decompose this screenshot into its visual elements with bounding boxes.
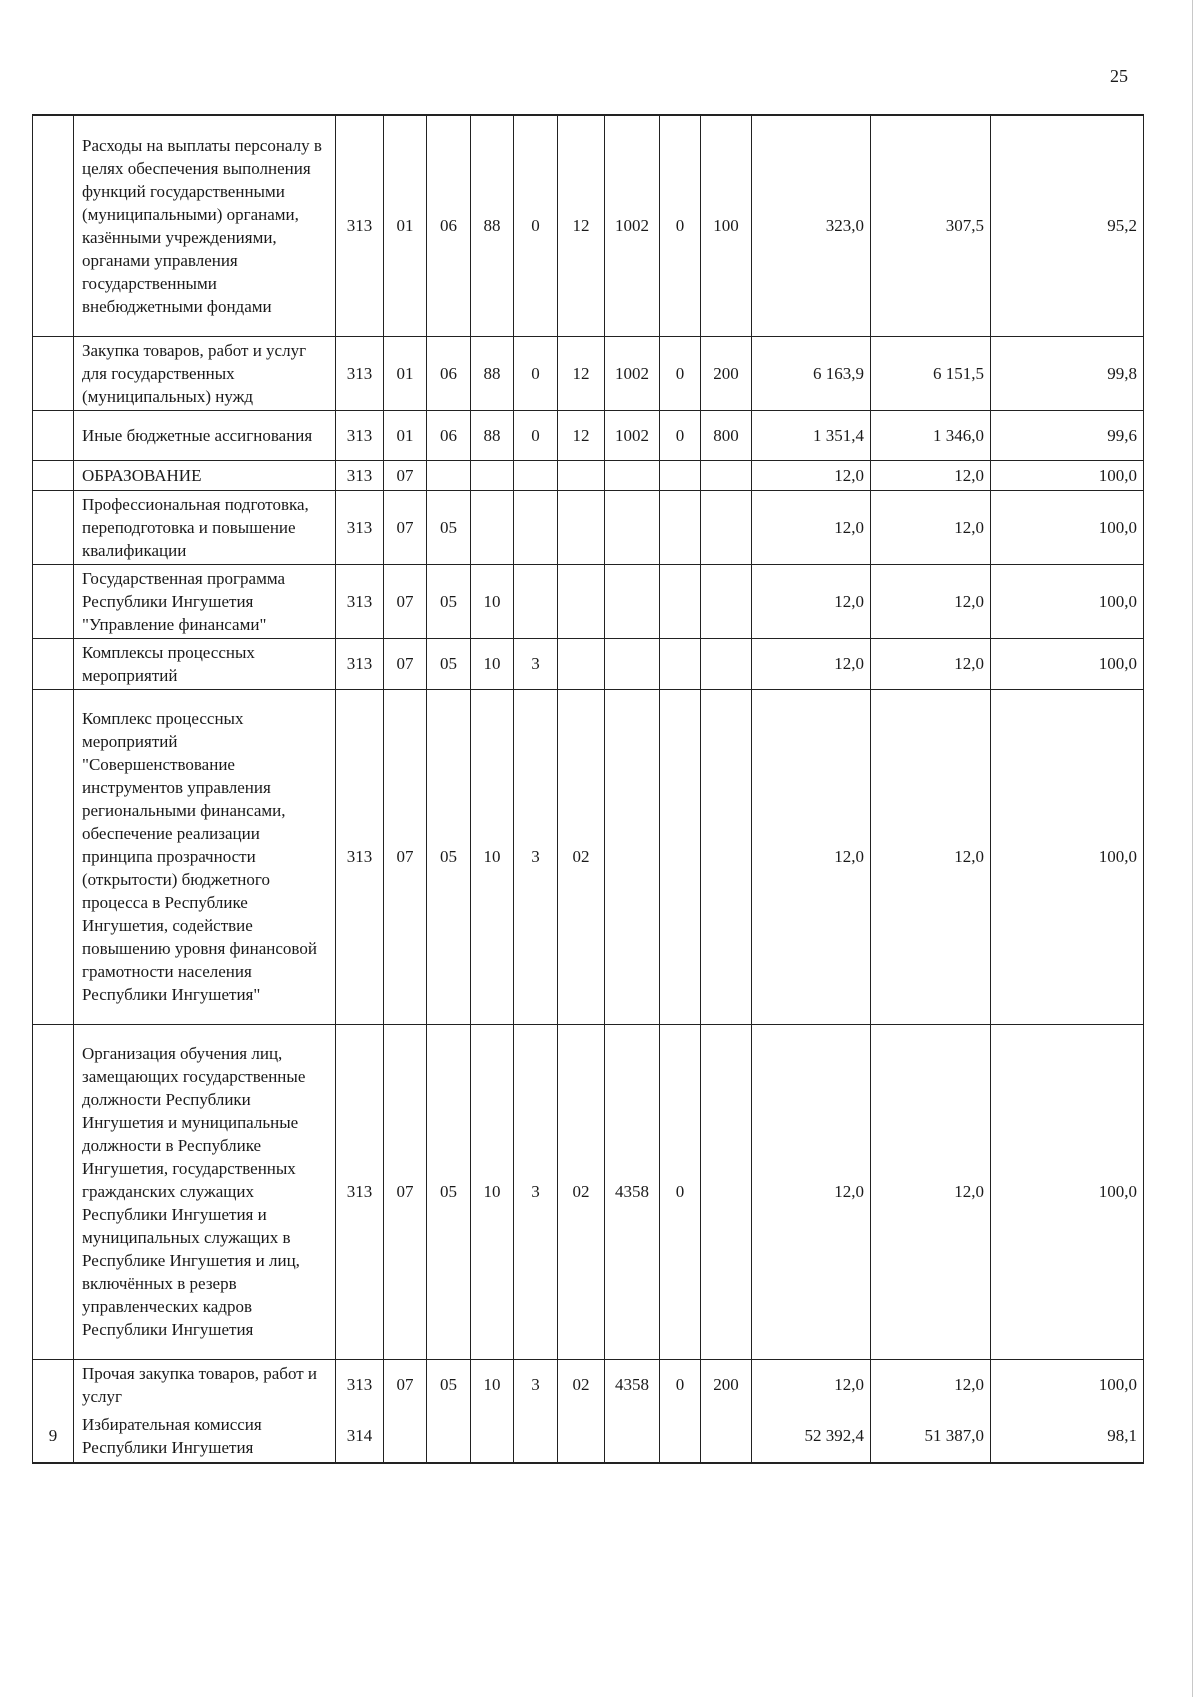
code-expense-type [701,490,752,564]
row-index [33,460,74,490]
row-name: Профессиональная подготовка, переподготовка и повышение квалификации [74,490,336,564]
code-ministry: 314 [336,1410,384,1463]
row-name: ОБРАЗОВАНИЕ [74,460,336,490]
code-subsection: 06 [427,336,471,410]
code-extra: 0 [660,115,701,336]
plan-amount: 12,0 [752,460,871,490]
row-index [33,689,74,1024]
code-type: 0 [514,115,558,336]
code-section [384,1410,427,1463]
execution-percent: 100,0 [991,460,1144,490]
code-expense-type [701,1024,752,1359]
code-extra [660,460,701,490]
plan-amount: 52 392,4 [752,1410,871,1463]
row-index [33,638,74,689]
code-subsection [427,1410,471,1463]
actual-amount: 307,5 [871,115,991,336]
code-event: 12 [558,410,605,460]
plan-amount: 12,0 [752,1024,871,1359]
table-row [33,490,1144,564]
plan-amount: 6 163,9 [752,336,871,410]
row-index [33,1359,74,1410]
code-expense-type: 800 [701,410,752,460]
code-direction: 1002 [605,115,660,336]
plan-amount: 323,0 [752,115,871,336]
code-event [558,638,605,689]
execution-percent: 100,0 [991,564,1144,638]
execution-percent: 99,8 [991,336,1144,410]
table-row [33,460,1144,490]
code-event [558,564,605,638]
row-index [33,1024,74,1359]
code-type: 3 [514,1359,558,1410]
code-extra [660,564,701,638]
code-program [471,460,514,490]
code-ministry: 313 [336,336,384,410]
row-index [33,410,74,460]
actual-amount: 12,0 [871,689,991,1024]
table-row [33,115,1144,336]
code-event [558,460,605,490]
code-program: 10 [471,564,514,638]
plan-amount: 12,0 [752,1359,871,1410]
code-type [514,490,558,564]
code-type [514,460,558,490]
code-event: 12 [558,115,605,336]
code-section: 07 [384,460,427,490]
code-program: 10 [471,1024,514,1359]
code-event: 02 [558,1359,605,1410]
execution-percent: 100,0 [991,1024,1144,1359]
code-section: 07 [384,1359,427,1410]
code-program: 10 [471,689,514,1024]
code-expense-type [701,1410,752,1463]
code-type: 3 [514,1024,558,1359]
code-ministry: 313 [336,490,384,564]
code-ministry: 313 [336,1024,384,1359]
table-row [33,410,1144,460]
table-row [33,1410,1144,1463]
row-index [33,336,74,410]
execution-percent: 100,0 [991,689,1144,1024]
table-row [33,564,1144,638]
code-program: 88 [471,115,514,336]
code-extra: 0 [660,1024,701,1359]
code-direction: 1002 [605,336,660,410]
code-expense-type [701,689,752,1024]
row-index [33,490,74,564]
table-row [33,1359,1144,1410]
code-subsection: 05 [427,638,471,689]
code-type [514,1410,558,1463]
actual-amount: 12,0 [871,638,991,689]
row-name: Комплекс процессных мероприятий "Совершенствование инструментов управления региональными финансами, обеспечение реализации принципа прозрачности (открытости) бюджетного процесса в Республике Ингушетия, содействие повышению уровня финансовой грамотности населения Республики Ингушетия" [74,689,336,1024]
code-expense-type: 200 [701,336,752,410]
code-extra: 0 [660,336,701,410]
code-direction: 4358 [605,1359,660,1410]
code-extra [660,1410,701,1463]
actual-amount: 12,0 [871,1024,991,1359]
execution-percent: 95,2 [991,115,1144,336]
code-ministry: 313 [336,1359,384,1410]
code-subsection [427,460,471,490]
code-extra [660,689,701,1024]
page-number: 25 [1110,66,1128,86]
table-row [33,638,1144,689]
code-program: 10 [471,638,514,689]
code-program: 10 [471,1359,514,1410]
execution-percent: 100,0 [991,638,1144,689]
code-expense-type [701,564,752,638]
code-extra [660,490,701,564]
code-section: 07 [384,689,427,1024]
execution-percent: 98,1 [991,1410,1144,1463]
code-type: 0 [514,410,558,460]
row-index: 9 [33,1410,74,1463]
plan-amount: 12,0 [752,638,871,689]
code-subsection: 05 [427,689,471,1024]
plan-amount: 12,0 [752,490,871,564]
code-subsection: 05 [427,1359,471,1410]
code-subsection: 05 [427,490,471,564]
table-body [33,115,1144,1463]
row-name: Комплексы процессных мероприятий [74,638,336,689]
code-direction [605,564,660,638]
code-direction: 1002 [605,410,660,460]
code-expense-type [701,638,752,689]
actual-amount: 12,0 [871,564,991,638]
code-subsection: 05 [427,564,471,638]
row-name: Расходы на выплаты персоналу в целях обеспечения выполнения функций государственными (муниципальными) органами, казёнными учреждениями, органами управления государственными внебюджетными фондами [74,115,336,336]
actual-amount: 51 387,0 [871,1410,991,1463]
code-event: 12 [558,336,605,410]
execution-percent: 100,0 [991,1359,1144,1410]
code-section: 01 [384,336,427,410]
code-program [471,1410,514,1463]
code-ministry: 313 [336,638,384,689]
code-direction [605,460,660,490]
code-type: 3 [514,689,558,1024]
code-event: 02 [558,689,605,1024]
code-program [471,490,514,564]
code-expense-type: 100 [701,115,752,336]
table-row [33,336,1144,410]
code-subsection: 06 [427,410,471,460]
code-section: 07 [384,490,427,564]
code-ministry: 313 [336,564,384,638]
table-row [33,1024,1144,1359]
code-section: 07 [384,638,427,689]
code-direction [605,1410,660,1463]
row-name: Организация обучения лиц, замещающих государственные должности Республики Ингушетия и муниципальные должности в Республике Ингушетия, государственных гражданских служащих Республики Ингушетия и муниципальных служащих в Республике Ингушетия и лиц, включённых в резерв управленческих кадров Республики Ингушетия [74,1024,336,1359]
code-event: 02 [558,1024,605,1359]
code-direction [605,490,660,564]
scan-edge-line [1192,0,1193,1697]
table-row [33,689,1144,1024]
row-name: Прочая закупка товаров, работ и услуг [74,1359,336,1410]
execution-percent: 99,6 [991,410,1144,460]
actual-amount: 6 151,5 [871,336,991,410]
code-extra: 0 [660,410,701,460]
actual-amount: 12,0 [871,1359,991,1410]
code-section: 01 [384,115,427,336]
code-section: 01 [384,410,427,460]
code-ministry: 313 [336,460,384,490]
code-expense-type: 200 [701,1359,752,1410]
code-section: 07 [384,1024,427,1359]
code-ministry: 313 [336,115,384,336]
code-type: 3 [514,638,558,689]
code-section: 07 [384,564,427,638]
code-subsection: 06 [427,115,471,336]
code-type [514,564,558,638]
plan-amount: 12,0 [752,564,871,638]
code-ministry: 313 [336,410,384,460]
code-subsection: 05 [427,1024,471,1359]
actual-amount: 12,0 [871,490,991,564]
row-name: Иные бюджетные ассигнования [74,410,336,460]
code-program: 88 [471,336,514,410]
row-name: Закупка товаров, работ и услуг для государственных (муниципальных) нужд [74,336,336,410]
code-extra [660,638,701,689]
code-expense-type [701,460,752,490]
plan-amount: 1 351,4 [752,410,871,460]
row-name: Государственная программа Республики Ингушетия "Управление финансами" [74,564,336,638]
budget-table [32,114,1144,1464]
code-direction [605,689,660,1024]
row-index [33,564,74,638]
row-name: Избирательная комиссия Республики Ингушетия [74,1410,336,1463]
code-ministry: 313 [336,689,384,1024]
code-direction [605,638,660,689]
code-program: 88 [471,410,514,460]
code-direction: 4358 [605,1024,660,1359]
code-event [558,490,605,564]
plan-amount: 12,0 [752,689,871,1024]
actual-amount: 12,0 [871,460,991,490]
code-event [558,1410,605,1463]
row-index [33,115,74,336]
execution-percent: 100,0 [991,490,1144,564]
code-extra: 0 [660,1359,701,1410]
code-type: 0 [514,336,558,410]
actual-amount: 1 346,0 [871,410,991,460]
